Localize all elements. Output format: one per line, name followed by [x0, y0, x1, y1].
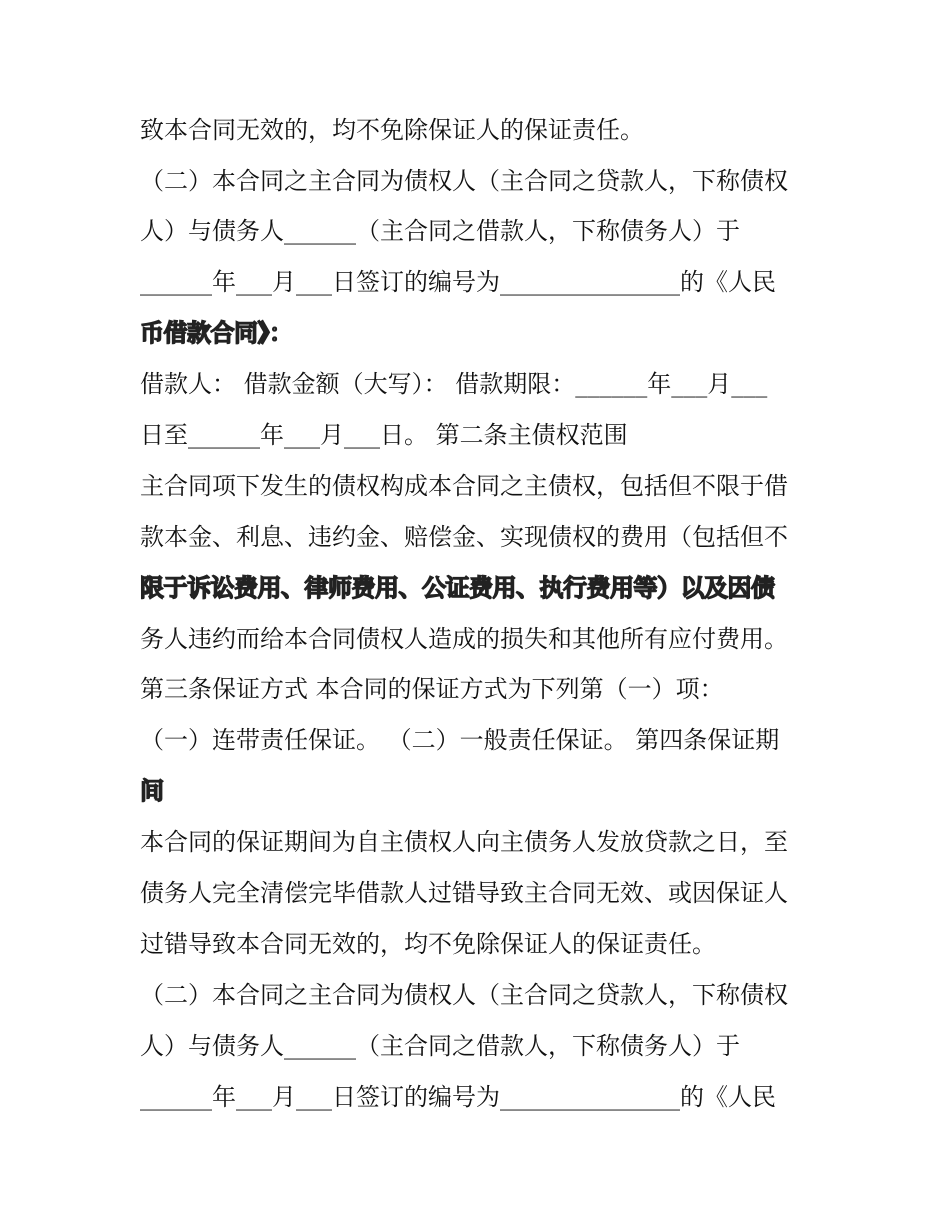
text-line: （二）本合同之主合同为债权人（主合同之贷款人，下称债权 [140, 981, 788, 1009]
text-line: 债务人完全清偿完毕借款人过错导致主合同无效、或因保证人 [140, 879, 788, 907]
text-line: 间 [140, 777, 164, 805]
text-line: 日至______年___月___日。 第二条主债权范围 [140, 421, 628, 449]
text-line: ______年___月___日签订的编号为_______________的《人民 [140, 1083, 776, 1111]
text-line: 务人违约而给本合同债权人造成的损失和其他所有应付费用。 [140, 625, 788, 653]
text-line: 致本合同无效的，均不免除保证人的保证责任。 [140, 116, 644, 144]
text-line: 主合同项下发生的债权构成本合同之主债权，包括但不限于借 [140, 472, 788, 500]
text-line: （一）连带责任保证。 （二）一般责任保证。 第四条保证期 [140, 726, 780, 754]
text-line: 第三条保证方式 本合同的保证方式为下列第（一）项： [140, 675, 724, 703]
text-line: 借款人： 借款金额（大写）： 借款期限：______年___月___ [140, 370, 768, 398]
text-line: 本合同的保证期间为自主债权人向主债务人发放贷款之日，至 [140, 828, 788, 856]
text-line: 人）与债务人______（主合同之借款人，下称债务人）于 [140, 217, 740, 245]
text-line: 币借款合同》： [140, 319, 293, 347]
text-line: 限于诉讼费用、律师费用、公证费用、执行费用等）以及因债 [140, 574, 775, 602]
text-line: （二）本合同之主合同为债权人（主合同之贷款人，下称债权 [140, 167, 788, 195]
text-line: ______年___月___日签订的编号为_______________的《人民 [140, 268, 776, 296]
text-line: 款本金、利息、违约金、赔偿金、实现债权的费用（包括但不 [140, 523, 788, 551]
text-line: 过错导致本合同无效的，均不免除保证人的保证责任。 [140, 930, 716, 958]
text-line: 人）与债务人______（主合同之借款人，下称债务人）于 [140, 1032, 740, 1060]
